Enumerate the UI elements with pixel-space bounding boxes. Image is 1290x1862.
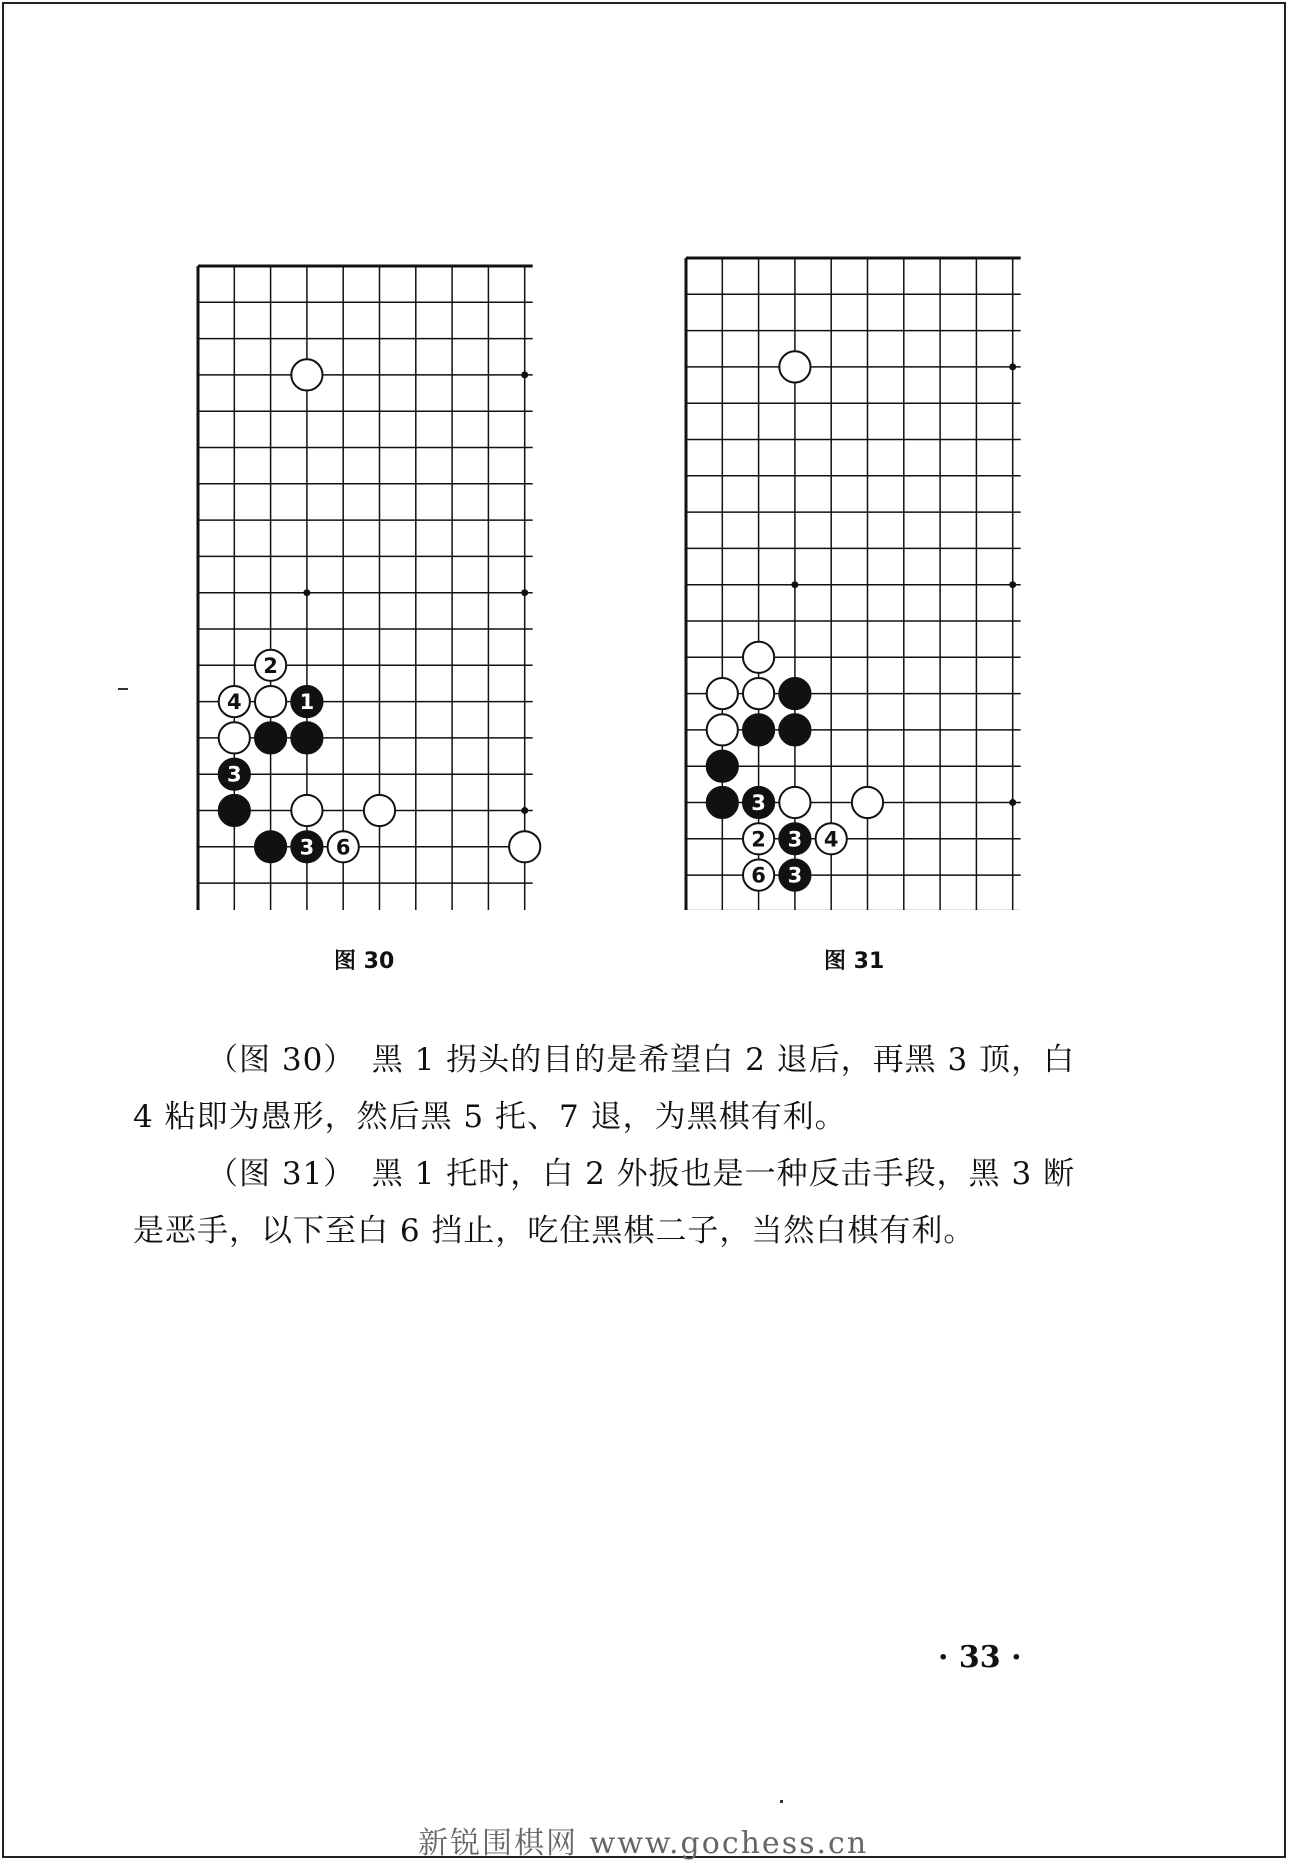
board-svg-30	[196, 264, 546, 910]
star-point	[303, 589, 310, 596]
black-stone	[255, 831, 286, 862]
paragraph-figure-31: （图 31） 黑 1 托时，白 2 外扳也是一种反击手段，黑 3 断是恶手，以下至白 6 挡止，吃住黑棋二子，当然白棋有利。	[133, 1156, 1076, 1249]
watermark-footer: 新锐围棋网 www.gochess.cn	[418, 1826, 869, 1861]
white-stone	[255, 686, 286, 717]
move-number: 2	[751, 827, 766, 852]
star-point	[521, 371, 528, 378]
white-stone	[291, 359, 322, 390]
page-number: · 33 ·	[938, 1640, 1022, 1675]
star-point	[521, 589, 528, 596]
black-stone	[291, 722, 322, 753]
white-stone	[852, 787, 883, 818]
white-stone	[509, 831, 540, 862]
white-stone	[743, 678, 774, 709]
star-point	[791, 581, 798, 588]
star-point	[1009, 581, 1016, 588]
move-number: 3	[787, 863, 803, 888]
paragraph-figure-30: （图 30） 黑 1 拐头的目的是希望白 2 退后，再黑 3 顶，白 4 粘即为愚形，然后黑 5 托、7 退，为黑棋有利。	[133, 1042, 1076, 1135]
go-board-figure-31	[684, 256, 1028, 910]
figure-caption-30: 图 30	[334, 949, 395, 974]
move-number: 4	[226, 690, 242, 715]
body-text	[133, 1032, 1083, 1260]
margin-mark	[118, 688, 128, 690]
figure-caption-31: 图 31	[824, 949, 885, 974]
board-svg-31	[684, 256, 1028, 910]
black-stone	[743, 714, 774, 745]
white-stone	[779, 351, 810, 382]
star-point	[521, 807, 528, 814]
white-stone	[219, 722, 250, 753]
move-number: 6	[335, 835, 351, 860]
black-stone	[779, 714, 810, 745]
move-number: 6	[751, 863, 766, 888]
white-stone	[707, 678, 738, 709]
black-stone	[255, 722, 286, 753]
move-number: 1	[299, 690, 315, 715]
go-board-figure-30	[196, 264, 546, 910]
star-point	[1009, 363, 1016, 370]
black-stone	[219, 795, 250, 826]
move-number: 3	[226, 762, 242, 787]
star-point	[1009, 799, 1016, 806]
move-number: 3	[299, 835, 315, 860]
stray-mark	[780, 1800, 783, 1803]
white-stone	[707, 714, 738, 745]
white-stone	[743, 642, 774, 673]
move-number: 3	[751, 791, 766, 815]
black-stone	[707, 787, 738, 818]
page-border	[2, 2, 1286, 1858]
black-stone	[779, 678, 810, 709]
white-stone	[364, 795, 395, 826]
move-number: 4	[823, 827, 839, 852]
move-number: 3	[787, 827, 803, 852]
white-stone	[779, 787, 810, 818]
move-number: 2	[263, 653, 278, 678]
white-stone	[291, 795, 322, 826]
black-stone	[707, 751, 738, 782]
